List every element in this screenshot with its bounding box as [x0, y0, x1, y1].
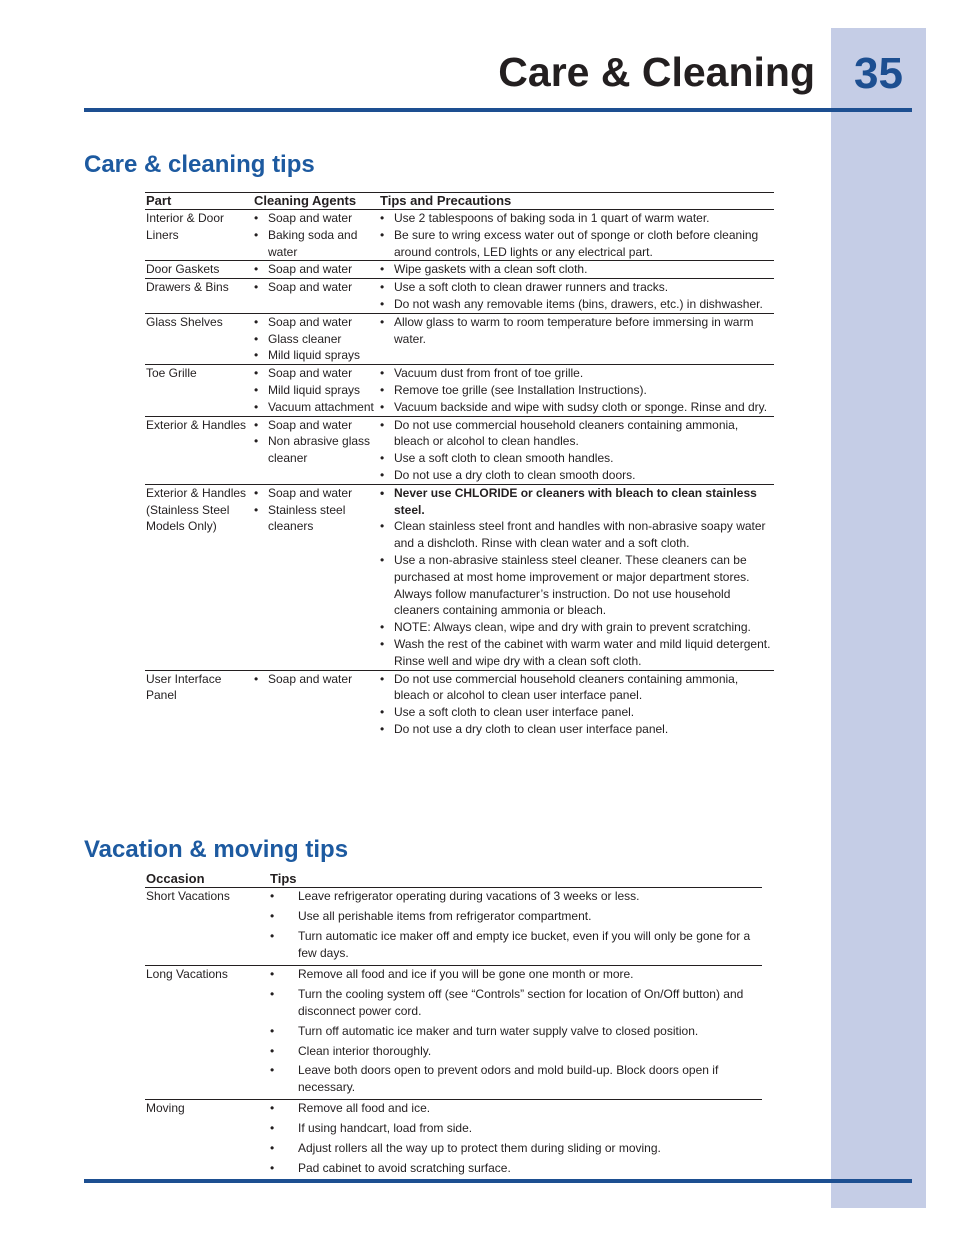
tip-item: • Wipe gaskets with a clean soft cloth. [380, 261, 774, 278]
tip-item: • Turn automatic ice maker off and empty ice bucket, even if you will only be gone for a few days. [270, 928, 762, 962]
agent-item: • Glass cleaner [254, 331, 379, 348]
tip-item: • Use a soft cloth to clean drawer runners and tracks. [380, 279, 774, 296]
column-header-occasion: Occasion [145, 871, 269, 888]
tip-item: • If using handcart, load from side. [270, 1120, 762, 1137]
care-table-header [145, 193, 774, 210]
agent-item: • Soap and water [254, 261, 379, 278]
table-row [145, 416, 774, 484]
tip-item: • Turn off automatic ice maker and turn water supply valve to closed position. [270, 1023, 762, 1040]
tips-cell [379, 365, 774, 416]
table-row [145, 261, 774, 279]
table-row [145, 484, 774, 670]
page-title: Care & Cleaning [498, 49, 815, 95]
page-number-tab [831, 28, 926, 1208]
table-row [145, 210, 774, 261]
tip-item: • Leave refrigerator operating during vacations of 3 weeks or less. [270, 888, 762, 905]
agent-item: • Soap and water [254, 485, 379, 502]
table-row [145, 670, 774, 738]
vacation-table-header [145, 871, 762, 888]
agents-cell [253, 670, 379, 738]
tip-item: • Vacuum dust from front of toe grille. [380, 365, 774, 382]
agent-item: • Vacuum attachment [254, 399, 379, 416]
agent-item: • Soap and water [254, 210, 379, 227]
tip-item: • Adjust rollers all the way up to protect them during sliding or moving. [270, 1140, 762, 1157]
agent-item: • Soap and water [254, 365, 379, 382]
tip-item: • Remove all food and ice. [270, 1100, 762, 1117]
part-cell: Toe Grille [145, 365, 253, 416]
agent-item: • Stainless steel cleaners [254, 502, 379, 536]
tip-item-warning: • Never use CHLORIDE or cleaners with bleach to clean stainless steel. [380, 485, 774, 519]
tip-item: • Use a soft cloth to clean user interface panel. [380, 704, 774, 721]
agent-item: • Non abrasive glass cleaner [254, 433, 379, 467]
table-row [145, 965, 762, 1100]
tip-item: • Remove toe grille (see Installation Instructions). [380, 382, 774, 399]
tips-cell [379, 484, 774, 670]
tips-cell [379, 416, 774, 484]
column-header-tips: Tips and Precautions [379, 193, 774, 210]
table-row [145, 279, 774, 314]
part-cell: Exterior & Handles [145, 416, 253, 484]
vacation-section-heading: Vacation & moving tips [84, 836, 349, 863]
tips-cell [379, 670, 774, 738]
tip-item: • Do not use a dry cloth to clean user interface panel. [380, 721, 774, 738]
agent-item: • Soap and water [254, 417, 379, 434]
tip-item: • Do not wash any removable items (bins, drawers, etc.) in dishwasher. [380, 296, 774, 313]
care-table [145, 192, 774, 738]
footer-rule [84, 1179, 912, 1183]
tip-item: • Clean stainless steel front and handles with non-abrasive soapy water and a dishcloth. Rinse with clean water and a soft cloth. [380, 518, 774, 552]
tip-item: • Remove all food and ice if you will be gone one month or more. [270, 966, 762, 983]
tip-item: • Use all perishable items from refrigerator compartment. [270, 908, 762, 925]
column-header-part: Part [145, 193, 253, 210]
part-cell: Drawers & Bins [146, 280, 229, 295]
care-section-heading: Care & cleaning tips [84, 151, 315, 178]
tip-item: • Use a soft cloth to clean smooth handles. [380, 450, 774, 467]
tips-cell [379, 210, 774, 261]
table-row [145, 313, 774, 364]
part-cell: Glass Shelves [145, 313, 253, 364]
table-row [145, 1100, 762, 1180]
tip-item: • Do not use commercial household cleaners containing ammonia, bleach or alcohol to clean user interface panel. [380, 671, 774, 705]
part-cell: User Interface Panel [146, 671, 222, 703]
tips-cell [379, 313, 774, 364]
tips-cell [379, 261, 774, 279]
tip-item: • Vacuum backside and wipe with sudsy cloth or sponge. Rinse and dry. [380, 399, 774, 416]
occasion-cell: Long Vacations [145, 965, 269, 1100]
tip-item: • Turn the cooling system off (see “Controls” section for location of On/Off button) and disconnect power cord. [270, 986, 762, 1020]
agent-item: • Mild liquid sprays [254, 347, 379, 364]
tip-item: • Do not use a dry cloth to clean smooth doors. [380, 467, 774, 484]
agents-cell [253, 484, 379, 670]
occasion-cell: Short Vacations [146, 889, 230, 903]
part-cell: Exterior & Handles (Stainless Steel Models Only) [145, 484, 253, 670]
tip-item: • Leave both doors open to prevent odors and mold build-up. Block doors open if necessary. [270, 1062, 762, 1096]
vacation-table [145, 871, 762, 1180]
agents-cell [253, 210, 379, 261]
tips-cell [269, 965, 762, 1100]
table-row [145, 888, 762, 966]
agent-item: • Mild liquid sprays [254, 382, 379, 399]
tip-item: • Allow glass to warm to room temperature before immersing in warm water. [380, 314, 774, 348]
agents-cell [253, 261, 379, 279]
agent-item: • Soap and water [254, 314, 379, 331]
agents-cell [253, 279, 379, 314]
agent-item: • Soap and water [254, 671, 379, 688]
tip-item: • Use 2 tablespoons of baking soda in 1 quart of warm water. [380, 210, 774, 227]
agents-cell [253, 313, 379, 364]
tips-cell [269, 1100, 762, 1180]
agents-cell [253, 365, 379, 416]
tips-cell [269, 888, 762, 966]
tips-cell [379, 279, 774, 314]
agent-item: • Soap and water [254, 279, 379, 296]
tip-item: • Clean interior thoroughly. [270, 1043, 762, 1060]
tip-item: • Use a non-abrasive stainless steel cleaner. These cleaners can be purchased at most home improvement or major department stores. Always follow manufacturer’s instruction. Do not use household cleaners containing ammonia or bleach. [380, 552, 774, 619]
column-header-cleaning-agents: Cleaning Agents [253, 193, 379, 210]
tip-item: • Wash the rest of the cabinet with warm water and mild liquid detergent. Rinse well and wipe dry with a clean soft cloth. [380, 636, 774, 670]
part-cell: Door Gaskets [145, 261, 253, 279]
column-header-tips: Tips [269, 871, 762, 888]
tip-item: • Be sure to wring excess water out of sponge or cloth before cleaning around controls, LED lights or any electrical part. [380, 227, 774, 261]
tip-item: • Pad cabinet to avoid scratching surface. [270, 1160, 762, 1177]
agent-item: • Baking soda and water [254, 227, 379, 261]
part-cell: Interior & Door Liners [146, 211, 225, 242]
header-rule [84, 108, 912, 112]
tip-item: • Do not use commercial household cleaners containing ammonia, bleach or alcohol to clean handles. [380, 417, 774, 451]
agents-cell [253, 416, 379, 484]
page-number: 35 [854, 49, 903, 98]
table-row [145, 365, 774, 416]
occasion-cell: Moving [145, 1100, 269, 1180]
tip-item: • NOTE: Always clean, wipe and dry with grain to prevent scratching. [380, 619, 774, 636]
